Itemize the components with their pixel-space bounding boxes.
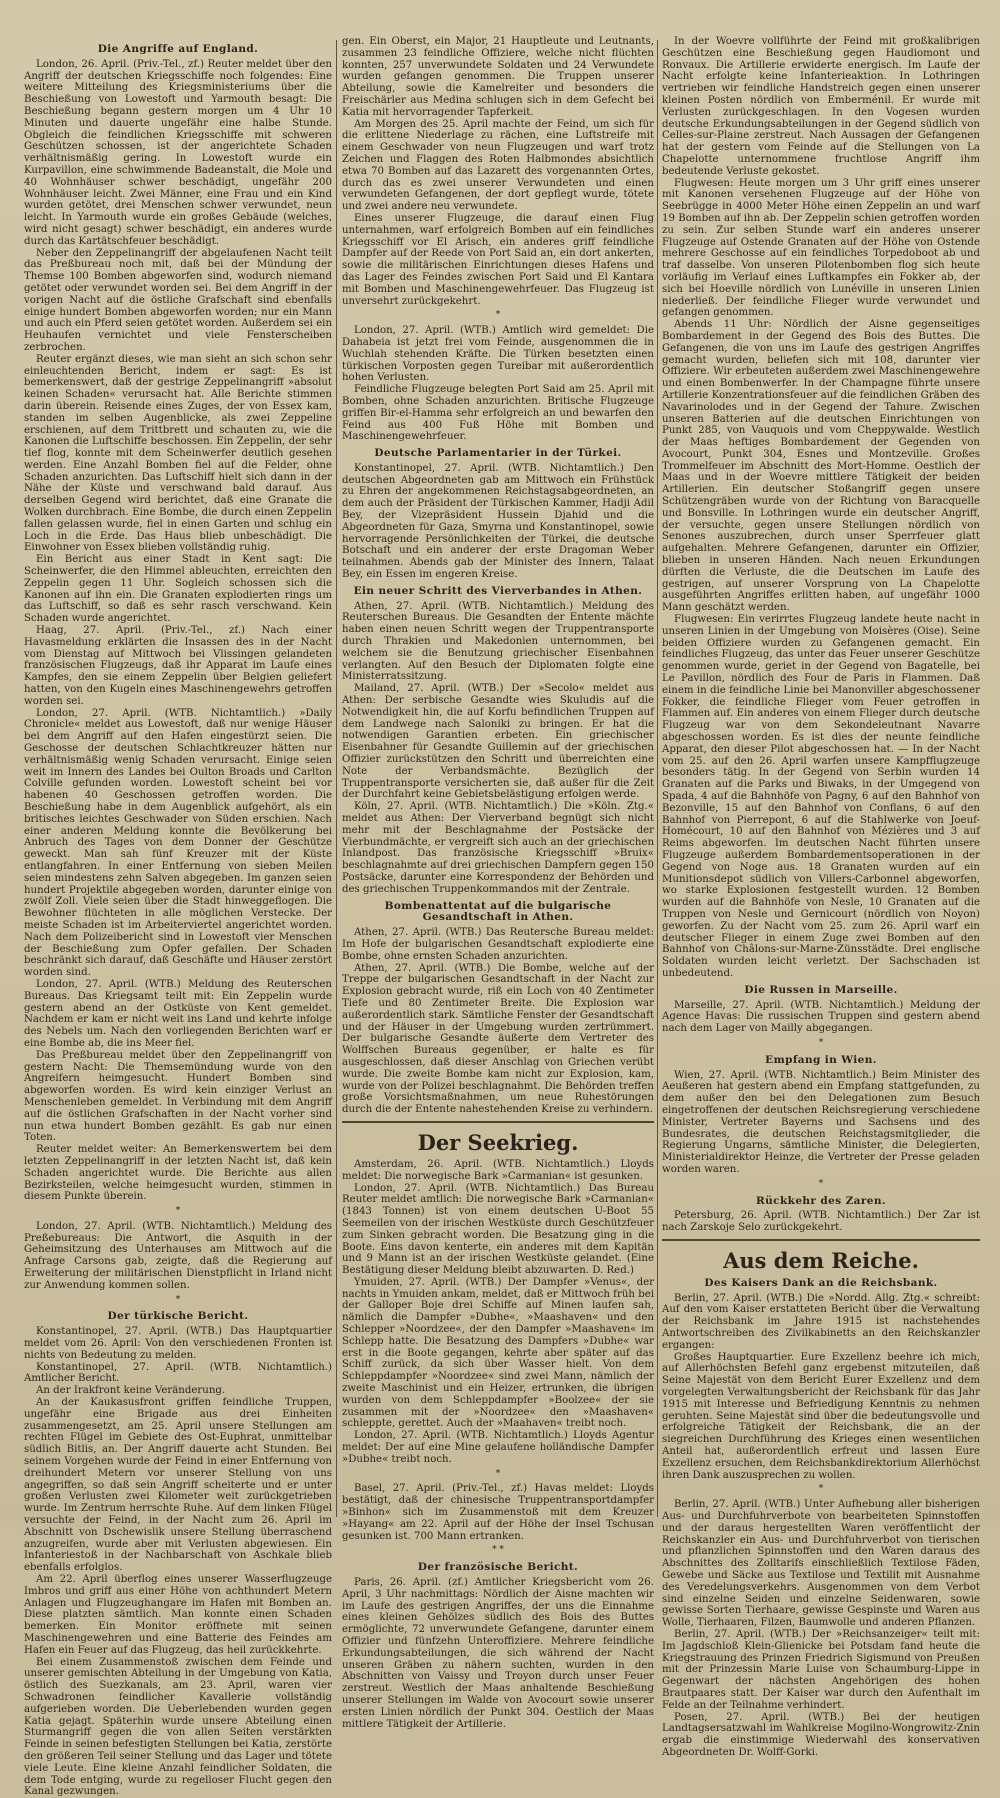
article-paragraph: Reuter meldet weiter: An Bemerkenswertem bei dem letzten Zeppelinangriff in der letzten Nacht ist, daß kein Schaden angerichtet wurde. Die Berichte aus allen Bezirksteilen, welche heimgesucht wurden, stimmen in diesem Punkte überein. [24,1144,332,1203]
article-paragraph: Abends 11 Uhr: Nördlich der Aisne gegenseitiges Bombardement in der Gegend des Bois des Buttes. Die Gefangenen, die von uns im Laufe des gestrigen Angriffes gemacht wurden, beliefen sich mit 108, darunter vier Offiziere. Wir erbeuteten außerdem zwei Maschinengewehre und einen Bombenwerfer. In der Champagne führte unsere Artillerie Konzentrationsfeuer auf die feindlichen Gräben des Navarinolodes und in der Gegend der Tahure. Zwischen unseren Batterien auf die deutschen Einrichtungen von Punkt 285, von Vauquois und vom Cheppywalde. Westlich der Maas heftiges Bombardement der Gegenden von Avocourt, Punkt 304, Esnes und Montzeville. Großes Trommelfeuer im Abschnitt des Mort-Homme. Oestlich der Maas und in der Woevre mittlere Tätigkeit der beiden Artillerien. Ein deutscher Stoßangriff gegen unsere Schützengräben wurde von der Richtung von Baracquelle und Bonsville. In Lothringen wurde ein deutscher Angriff, der versuchte, gegen unsere Stellungen nördlich von Senones auszubrechen, durch unser Sperrfeuer glatt aufgehalten. Mehrere Gefangenen, darunter ein Offizier, blieben in unseren Händen. Nach neuen Erkundungen dürften die Verluste, die die Deutschen im Laufe des gestrigen, auf unserer Vorsprung von La Chapelotte ausgeführten Angriffes erlitten haben, auf ungefähr 1000 Mann geschätzt werden. [662,319,980,614]
article-paragraph: London, 27. April. (WTB. Nichtamtlich.) Lloyds Agentur meldet: Der auf eine Mine gelaufene holländische Dampfer »Dubhe« treibt noch. [342,1430,654,1465]
article-paragraph: Konstantinopel, 27. April. (WTB. Nichtamtlich.) Den deutschen Abgeordneten gab am Mittwoch ein Frühstück zu Ehren der angekommenen Reichstagsabgeordneten, an dem auch der Präsident der Türkischen Kammer, Hadji Adil Bey, der Vizepräsident Hussein Djahid und die Abgeordneten für Gaza, Smyrna und Konstantinopel, sowie hervorragende Persönlichkeiten der Türkei, die deutsche Botschaft und ein anderer der erste Dragoman Weber teilnahmen. Abends gab der Minister des Innern, Talaat Bey, ein Essen im engeren Kreise. [342,462,654,581]
separator-star: * [495,310,501,321]
article-paragraph: Köln, 27. April. (WTB. Nichtamtlich.) Die »Köln. Ztg.« meldet aus Athen: Der Vierverband begnügt sich nicht mehr mit der Beschlagnahme der Postsäcke der Vierbundmächte, er vergreift sich auch an der griechischen Inlandpost. Das französische Kriegsschiff »Bruix« beschlagnahmte auf drei griechischen Dampfern gegen 150 Postsäcke, darunter eine Korrespondenz der Behörden und des griechischen Truppenkommandos mit der Zentrale. [342,801,654,895]
headline-kaisers-dank: Des Kaisers Dank an die Reichsbank. [704,1276,938,1289]
article-paragraph: Reuter ergänzt dieses, wie man sieht an sich schon sehr einleuchtenden Bericht, indem er sagt: Es ist bemerkenswert, daß der gestrige Zeppelinangriff »absolut keinen Schaden« verursacht hat. Alle Berichte stimmen darin überein. Reisende eines Zuges, der von Essex kam, standen im selben Augenblicke, als zwei Zeppeline erschienen, auf dem Trittbrett und schauten zu, wie die Kanonen die Luftschiffe beschossen. Ein Zeppelin, der sehr tief flog, konnte mit dem Scheinwerfer deutlich gesehen werden. Eine Anzahl Bomben fiel auf die Felder, ohne Schaden anzurichten. Das Luftschiff hielt sich dann in der Nähe der Küste und verschwand bald darauf. Aus derselben Gegend wird berichtet, daß eine Granate die Wolken durchbrach. Eine Bombe, die durch einen Zeppelin fallen gelassen wurde, fiel in einen Garten und schlug ein Loch in die Erde. Das Haus blieb unbeschädigt. Die Einwohner von Essex blieben vollständig ruhig. [24,353,332,554]
article-paragraph: London, 27. April. (WTB.) Meldung des Reuterschen Bureaus. Das Kriegsamt teilt mit: Ein Zeppelin wurde gestern abend an der Ostküste von Kent gemeldet. Nachdem er kam er nicht weit ins Land und kehrte infolge des Nebels um. Nach den vorliegenden Berichten warf er eine Bombe ab, die ins Meer fiel. [24,978,332,1049]
separator-star: * [818,1178,824,1189]
article-paragraph: London, 26. April. (Priv.-Tel., zf.) Reuter meldet über den Angriff der deutschen Kriegsschiffe noch folgendes: Eine weitere Mitteilung des Kriegsministeriums über die Beschießung von Lowestoft und Yarmouth besagt: Die Beschießung begann gestern morgen um 4 Uhr 10 Minuten und dauerte ungefähr eine halbe Stunde. Obgleich die feindlichen Kriegsschiffe mit schweren Geschützen schossen, ist der angerichtete Schaden verhältnismäßig gering. In Lowestoft wurde ein Kurpavillon, eine schwimmende Badeanstalt, die Mole und 40 Wohnhäuser schwer beschädigt, ungefähr 200 Wohnhäuser leicht. Zwei Männer, eine Frau und ein Kind wurden getötet, drei Menschen schwer verwundet, neun leicht. In Yarmouth wurde ein großes Gebäude (welches, wird nicht gesagt) schwer beschädigt, ein anderes wurde durch das Kartätschfeuer beschädigt. [24,58,332,247]
article-paragraph: Am 22. April überflog eines unserer Wasserflugzeuge Imbros und griff aus einer Höhe von achthundert Metern Anlagen und Flugzeughangare im Hafen mit Bomben an. Diese platzten sämtlich. Man konnte einen Schaden bemerken. Ein Monitor eröffnete mit seinen Maschinengewehren und eine Batterie des Feindes am Hafen ein Feuer auf das Flugzeug, das heil zurückkehrte. [24,1574,332,1656]
article-paragraph: Am Morgen des 25. April machte der Feind, um sich für die erlittene Niederlage zu rächen, eine Luftstreife mit einem Geschwader von neun Flugzeugen und warf trotz Zeichen und Flaggen des Roten Halbmondes absichtlich etwa 70 Bomben auf das Lazarett des vorgenannten Ortes, durch das es zwei unserer Verwundeten und einen verwundeten Gefangenen, der dort gepflegt wurde, tötete und zwei andere neu verwundete. [342,118,654,213]
article-paragraph: Flugwesen: Heute morgen um 3 Uhr griff eines unserer mit Kanonen versehenen Flugzeuge auf der Höhe von Seebrügge in 4000 Meter Höhe einen Zeppelin an und warf 19 Bomben auf ihn ab. Der Zeppelin schien getroffen worden zu sein. Zur selben Stunde warf ein anderes unserer Flugzeuge auf Ostende Granaten auf der Höhe von Ostende mehrere Geschosse auf ein feindliches Torpedoboot ab und traf dasselbe. Von unseren Pilotenbomben flog sich heute vorläufig im Verlauf eines Luftkampfes ein Fokker ab, der sich bei Hoeville nördlich von Lunéville in unseren Linien niederließ. Der feindliche Flieger wurde verwundet und gefangen genommen. [662,177,980,319]
article-paragraph: Berlin, 27. April. (WTB.) Der »Reichsanzeiger« teilt mit: Im Jagdschloß Klein-Glienicke bei Potsdam fand heute die Kriegstrauung des Prinzen Friedrich Sigismund von Preußen mit der Prinzessin Marie Luise von Schaumburg-Lippe in Gegenwart der nächsten Angehörigen des hohen Brautpaares statt. Der Kaiser war durch den Aufenthalt im Felde an der Teilnahme verhindert. [662,1629,980,1711]
article-paragraph: Neber den Zeppelinangriff der abgelaufenen Nacht teilt das Preßbureau noch mit, daß bei der Mündung der Themse 100 Bomben abgeworfen sind, wodurch niemand getötet oder verwundet worden sei. Bei dem Angriff in der vorigen Nacht auf die östliche Grafschaft sind ebenfalls einige hundert Bomben abgeworfen worden; nur ein Mann und auch ein Pferd seien getötet worden. Außerdem sei ein Heuhaufen vernichtet und viele Fensterscheiben zerbrochen. [24,247,332,353]
section-divider [662,1239,980,1241]
separator-star: * [818,1037,824,1048]
article-paragraph: Bei einem Zusammenstoß zwischen dem Feinde und unserer gemischten Abteilung in der Umgebung von Katia, östlich des Suezkanals, am 23. April, waren vier Schwadronen feindlicher Kavallerie vollständig aufgerieben worden. Die Ueberlebenden wurden gegen Katia gejagt. Späterhin wurde unsere Abteilung einen Sturmangriff gegen die von allen Seiten verstärkten Feinde in seinen befestigten Stellungen bei Katia, zerstörte den größeren Teil seiner Stellung und das Lager und tötete viele Leute. Eine kleine Anzahl feindlicher Soldaten, die dem Tode entging, wurde zu regelloser Flucht gegen den Kanal gezwungen. [24,1656,332,1798]
article-paragraph: Athen, 27. April. (WTB.) Die Bombe, welche auf der Treppe der bulgarischen Gesandtschaft in der Nacht zur Explosion gebracht wurde, riß ein Loch von 40 Zentimeter Tiefe und 80 Zentimeter Breite. Die Explosion war außerordentlich stark. Sämtliche Fenster der Gesandtschaft und der Häuser in der Umgebung wurden zertrümmert. Der bulgarische Gesandte äußerte dem Vertreter des Wolffschen Bureaus gegenüber, er halte es für ausgeschlossen, daß dieser Anschlag von Griechen verübt wurde. Die zweite Bombe kam nicht zur Explosion, kam, wurde von der Polizei beschlagnahmt. Die Behörden treffen große Vorsichtsmaßnahmen, um neue Ruhestörungen durch die der Entente nahestehenden Kreise zu verhindern. [342,962,654,1116]
article-paragraph: London, 27. April. (WTB. Nichtamtlich.) »Daily Chronicle« meldet aus Lowestoft, daß nur wenige Häuser bei dem Angriff auf den Hafen eingestürzt seien. Die Geschosse der deutschen Schlachtkreuzer hätten nur verhältnismäßig wenig Schaden verursacht. Einige seien weit im Innern des Landes bei Oulton Broads und Carlton Colville gefunden worden. Lowestoft scheint bei vor habenen 40 Geschossen getroffen worden. Die Beschießung habe in dem Augenblick aufgehört, als ein britisches leichtes Geschwader von Süden erschien. Nach einer anderen Meldung konnte die Bevölkerung bei Anbruch des Tages von dem Donner der Geschütze geweckt. Man sah fünf Kreuzer mit der Küste entlangfahren. In einer Entfernung von sieben Meilen seien mindestens zehn Salven abgegeben. Im ganzen seien hundert Projektile abgegeben worden, darunter einige von zwölf Zoll. Viele seien über die Stadt hinweggeflogen. Die Bewohner flüchteten in alle möglichen Verstecke. Der meiste Schaden ist im Arbeiterviertel angerichtet worden. Nach dem Polizeibericht sind in Lowestoft vier Menschen der Beschießung zum Opfer gefallen. Der Schaden beschränkt sich darauf, daß Geschäfte und Häuser zerstört worden sind. [24,707,332,979]
headline-aus-dem-reiche: Aus dem Reiche. [723,1247,919,1273]
article-paragraph: London, 27. April. (WTB. Nichtamtlich.) Meldung des Preßebureaus: Die Antwort, die Asquith in der Geheimsitzung des Unterhauses am Mittwoch auf die Anfrage Carsons gab, zeigte, daß die Regierung auf Erweiterung der militärischen Dienstpflicht in Irland nicht zur Anwendung kommen sollen. [24,1220,332,1291]
separator-star: * [495,1468,501,1479]
article-paragraph: London, 27. April. (WTB.) Amtlich wird gemeldet: Die Dahabeia ist jetzt frei vom Feinde, ausgenommen die in Wuchlah stehenden Kräfte. Die Türken besetzten einen türkischen Vorposten gegen Tureibar mit außerordentlich hohen Verlusten. [342,325,654,384]
article-paragraph: Athen, 27. April. (WTB. Nichtamtlich.) Meldung des Reuterschen Bureaus. Die Gesandten der Entente mächte haben einen neuen Schritt wegen der Truppentransporte durch Thrakien und Makedonien unternommen, bei welchem sie die Benutzung griechischer Eisenbahnen verlangten. Auf den Besuch der Diplomaten folgte eine Ministerratssitzung. [342,600,654,683]
headline-seekrieg: Der Seekrieg. [417,1129,579,1155]
article-paragraph: Petersburg, 26. April. (WTB. Nichtamtlich.) Der Zar ist nach Zarskoje Selo zurückgekehrt. [662,1210,980,1234]
article-paragraph: Ymuiden, 27. April. (WTB.) Der Dampfer »Venus«, der nachts in Ymuiden ankam, meldet, daß er Mittwoch früh bei der Galloper Boje drei Schiffe auf Minen laufen sah, nämlich die Dampfer »Dubhe«, »Maashaven« und den Schlepper »Noordzee«, der den Dampfer »Maashaven« im Schlepp hatte. Die Besatzung des Dampfers »Dubhe« war erst in die Boote gegangen, kehrte aber später auf das Schiff zurück, da sich über Wasser hielt. Von dem Schleppdampfer »Noordzee« sind zwei Mann, nämlich der zweite Maschinist und ein Heizer, ertrunken, die übrigen wurden von dem Schleppdampfer »Boolzee« der sie zusammen mit der »Noordzee« den »Maashaven« schleppte, gerettet. Auch der »Maahaven« treibt noch. [342,1276,654,1430]
headline-rueckkehr-zaren: Rückkehr des Zaren. [756,1194,886,1207]
separator-star: * [818,1484,824,1495]
article-paragraph: Paris, 26. April. (zf.) Amtlicher Kriegsbericht vom 26. April, 3 Uhr nachmittags: Nördlich der Aisne machten wir im Laufe des gestrigen Angriffes, der uns die Einnahme eines kleinen Gehölzes südlich des Bois des Buttes ermöglichte, 72 unverwundete Gefangene, darunter einem Offizier und fünfzehn Unteroffiziere. Mehrere feindliche Erkundungsabteilungen, die sich während der Nacht unseren Gräben zu nähern suchten, wurden in den Abschnitten von Vaissy und Troyon durch unser Feuer zerstreut. Westlich der Maas anhaltende Beschießung unserer Stellungen im Walde von Avocourt sowie unserer ersten Linien nördlich der Punkt 304. Oestlich der Maas mittlere Tätigkeit der Artillerie. [342,1577,654,1730]
article-paragraph: Feindliche Flugzeuge belegten Port Said am 25. April mit Bomben, ohne Schaden anzurichten. Britische Flugzeuge griffen Bir-el-Hamma sehr erfolgreich an und bewarfen den Feind aus 400 Fuß Höhe mit Bomben und Maschinengewehrfeuer. [342,384,654,443]
article-paragraph: Großes Hauptquartier. Eure Exzellenz beehre ich mich, auf Allerhöchsten Befehl ganz ergebenst mitzuteilen, daß Seine Majestät von dem Bericht Eurer Exzellenz und dem vorgelegten Verwaltungsbericht der Reichsbank für das Jahr 1915 mit Interesse und Befriedigung Kenntnis zu nehmen geruhten. Seine Majestät sind über die bedeutungsvolle und erfolgreiche Tätigkeit der Reichsbank, die an der siegreichen Durchführung des Krieges einen wesentlichen Anteil hat, außerordentlich erfreut und lassen Eure Exzellenz ersuchen, dem Reichsbankdirektorium Allerhöchst ihren Dank auszusprechen zu wollen. [662,1351,980,1481]
article-paragraph: Posen, 27. April. (WTB.) Bei der heutigen Landtagsersatzwahl im Wahlkreise Mogilno-Wongrowitz-Znin ergab die einstimmige Wiederwahl des konservativen Abgeordneten Dr. Wolff-Gorki. [662,1711,980,1758]
headline-franzoesischer-bericht: Der französische Bericht. [417,1561,579,1574]
article-paragraph: gen. Ein Oberst, ein Major, 21 Hauptleute und Leutnants, zusammen 23 feindliche Offiziere, welche nicht flüchten konnten, 257 unverwundete Soldaten und 24 Verwundete wurden gefangen genommen. Die Truppen unserer Abteilung, sowie die Kamelreiter und besonders die Freischärler aus Medina schlugen sich in dem Gefecht bei Katia mit hervorragender Tapferkeit. [342,36,654,118]
article-paragraph: Marseille, 27. April. (WTB. Nichtamtlich.) Meldung der Agence Havas: Die russischen Truppen sind gestern abend nach dem Lager von Mailly abgegangen. [662,999,980,1035]
column-rule [336,40,337,1517]
headline-empfang-wien: Empfang in Wien. [765,1053,877,1066]
article-paragraph: Berlin, 27. April. (WTB.) Die »Nordd. Allg. Ztg.« schreibt: Auf den vom Kaiser erstatteten Bericht über die Verwaltung der Reichsbank im Jahre 1915 ist nachstehendes Antwortschreiben des Zivilkabinetts an den Reichskanzler ergangen: [662,1292,980,1351]
separator-star: * * [492,1545,504,1556]
headline-parlamentarier-tuerkei: Deutsche Parlamentarier in der Türkei. [374,447,622,460]
headline-tuerkischer-bericht: Der türkische Bericht. [107,1310,249,1323]
article-paragraph: Das Preßbureau meldet über den Zeppelinangriff von gestern Nacht: Die Themsemündung wurde von den Angreifern heimgesucht. Hundert Bomben sind abgeworfen worden. Es wird kein einziger Verlust an Menschenleben gemeldet. In Verbindung mit dem Angriff auf die östlichen Grafschaften in der Nacht vorher sind nun etwa hundert Bomben gezählt. Es gab nur einen Toten. [24,1049,332,1144]
article-paragraph: Konstantinopel, 27. April. (WTB.) Das Hauptquartier meldet vom 26. April: Von den verschiedenen Fronten ist nichts von Bedeutung zu melden. [24,1326,332,1361]
article-paragraph: Wien, 27. April. (WTB. Nichtamtlich.) Beim Minister des Aeußeren hat gestern abend ein Empfang stattgefunden, zu dem außer den bei den Delegationen zum Besuch eingetroffenen der deutschen Reichsregierung verschiedene Minister, Vertreter Bayerns und Sachsens und des Bundesrates, die deutschen Reichstagsmitglieder, die Regierung Ungarns, sämtliche Minister, die Delegierten, Ministerialdirektor Heinze, die Vertreter der Presse geladen worden waren. [662,1069,980,1175]
headline-bombenattentat: Bombenattentat auf die bulgarische Gesandtschaft in Athen. [384,899,612,924]
article-paragraph: London, 27. April. (WTB. Nichtamtlich.) Das Bureau Reuter meldet amtlich: Die norwegische Bark »Carmanian« (1843 Tonnen) ist von einem deutschen U-Boot 55 Seemeilen von der irischen Westküste durch Geschützfeuer zum Sinken gebracht worden. Die Besatzung ging in die Boote. Eins davon kenterte, ein anderes mit dem Kapitän und 9 Mann ist an der irischen Westküste gelandet. (Eine Bestätigung dieser Meldung bleibt abzuwarten. D. Red.) [342,1182,654,1277]
article-paragraph: Haag, 27. April. (Priv.-Tel., zf.) Nach einer Havasmeldung erklärten die Insassen des in der Nacht vom Dienstag auf Mittwoch bei Vlissingen gelandeten französischen Flugzeugs, daß ihr Apparat im Laufe eines Kampfes, den sie einem Zeppelin über Belgien geliefert hatten, von den Kugeln eines Maschinengewehrs getroffen worden sei. [24,625,332,707]
article-paragraph: An der Kaukasusfront griffen feindliche Truppen, ungefähr eine Brigade aus drei Einheiten zusammengesetzt, am 25. April unsere Stellungen am rechten Flügel im Gebiete des Ost-Euphrat, unmittelbar südlich Bitlis, an. Der Angriff dauerte acht Stunden. Bei seinem Vorgehen wurde der Feind in einer Entfernung von dreihundert Metern vor unserer Stellung von uns angegriffen, so daß sein Angriff scheiterte und er unter großen Verlusten zwei Kilometer weit zurückgetrieben wurde. Im Zentrum herrschte Ruhe. Auf dem linken Flügel versuchte der Feind, in der Nacht zum 26. April im Abschnitt von Dschewislik unsere Stellung überraschend anzugreifen, wurde aber mit Verlusten abgewiesen. Ein Infanteriestoß in der Nachbarschaft von Aschkale blieb ebenfalls erfolglos. [24,1397,332,1574]
article-paragraph: Konstantinopel, 27. April. (WTB. Nichtamtlich.) Amtlicher Bericht. [24,1361,332,1385]
column-left [24,36,332,1798]
separator-star: * [175,1206,181,1217]
headline-vierverband-athen: Ein neuer Schritt des Vierverbandes in Athen. [353,584,643,597]
article-paragraph: Amsterdam, 26. April. (WTB. Nichtamtlich.) Lloyds meldet: Die norwegische Bark »Carmanian« ist gesunken. [342,1158,654,1182]
article-paragraph: Mailand, 27. April. (WTB.) Der »Secolo« meldet aus Athen: Der serbische Gesandte wies Skuludis auf die Notwendigkeit hin, die auf Korfu befindlichen Truppen auf dem Landwege nach Saloniki zu bringen. Er hat die notwendigen Garantien erbeten. Ein griechischer Eisenbahner für Gesandte Guillemin auf der griechischen Offizier zurückstützen den Schritt und überreichten eine Note der Verbandsmächte. Bezüglich der Truppentransporte versicherten sie, daß außer für die Zeit der Durchfahrt keine Gebietsbelästigung erfolgen werde. [342,683,654,801]
article-paragraph: Basel, 27. April. (Priv.-Tel., zf.) Havas meldet: Lloyds bestätigt, daß der chinesische Truppentransportdampfer »Binhon« sich im Zusammenstoß mit dem Kreuzer »Hayang« am 22. April auf der Höhe der Insel Tschusan gesunken ist. 700 Mann ertranken. [342,1483,654,1542]
section-divider [342,1121,654,1123]
article-paragraph: An der Irakfront keine Veränderung. [36,1385,226,1397]
column-rule [657,40,658,1517]
column-middle [342,36,654,1730]
headline-russen-marseille: Die Russen in Marseille. [744,983,898,996]
article-paragraph: Ein Bericht aus einer Stadt in Kent sagt: Die Scheinwerfer, die den Himmel ableuchten, erreichten den Zeppelin gegen 11 Uhr. Sogleich schossen sich die Kanonen auf ihn ein. Die Granaten explodierten rings um das Luftschiff, so daß es sehr rasch verschwand. Kein Schaden wurde angerichtet. [24,554,332,625]
separator-star: * [175,1294,181,1305]
column-right [662,36,980,1758]
article-paragraph: Eines unserer Flugzeuge, die darauf einen Flug unternahmen, warf erfolgreich Bomben auf ein feindliches Kriegsschiff vor El Arisch, ein anderes griff feindliche Dampfer auf der Reede von Port Said an, ein dort ankerten, sowie die militärischen Einrichtungen dieses Hafens und das Lager des Feindes zwischen Port Said und El Kantara mit Bomben und Maschinengewehrfeuer. Das Flugzeug ist unversehrt zurückgekehrt. [342,212,654,307]
article-paragraph: Berlin, 27. April. (WTB.) Unter Aufhebung aller bisherigen Aus- und Durchfuhrverbote von bearbeiteten Spinnstoffen und der daraus hergestellten Waren veröffentlicht der Reichskanzler ein Aus- und Durchfuhrverbot von tierischen und pflanzlichen Spinnstoffen und den Waren daraus des Abschnittes des Zolltarifs einschließlich Textilose Fäden, Gewebe und Säcke aus Textilose und Textilit mit Ausnahme des Veredelungsverkehrs. Ausgenommen von dem Verbot sind einzelne Seiden und einzelne Seidenwaren, sowie gewisse Sorten Tierhaare, gewisse Gespinste und Waren aus Wolle, Tierhaaren, Filzen, Baumwolle und anderen Pflanzen. [662,1499,980,1629]
article-paragraph: Flugwesen: Ein verirrtes Flugzeug landete heute nacht in unseren Linien in der Umgebung von Moisères (Oise). Seine beiden Offiziere wurden zu Gefangenen gemacht. Ein feindliches Flugzeug, das unter das Feuer unserer Geschütze genommen wurde, geriet in der Gegend von Bagatelle, bei Le Pavillon, nördlich des Four de Paris in Flammen. Daß einem in die feindliche Linie bei Manonviller abgeschossener Fokker, die feindliche Flieger vom Feuer getroffen in Flammen auf. Ein anderes von einem Flieger durch deutsche Flugzeug war von dem Sekondeleutnant Navarre abgeschossen worden. Es ist dies der neunte feindliche Apparat, den dieser Pilot abgeschossen hat. — In der Nacht vom 25. auf den 26. April warfen unsere Kampfflugzeuge besonders tätig. In der Gegend von Serbin wurden 14 Granaten auf die Parks und Biwaks, in der Umgegend von Spada, 4 auf die Bahnhöfe von Pagny, 6 auf den Bahnhof von Bezonville, 15 auf den Bahnhof von Conflans, 6 auf den Bahnhof von Pierrepont, 6 auf die Stahlwerke von Joeuf-Homécourt, 10 auf den Bahnhof von Mézières und 3 auf Reims abgeworfen. Im deutschen Nacht führten unsere Flugzeuge außerdem Bombardementsoperationen in der Gegend von Noge aus. 18 Granaten wurden auf ein Munitionsdepot südlich von Villers-Carbonnel abgeworfen, wo starke Explosionen festgestellt wurden. 12 Bomben wurden auf die Bahnhöfe von Nesle, 10 Granaten auf die Truppen von Nesle und Gernicourt (nördlich von Noyon) geworfen. Zu der Nacht vom 25. zum 26. April warf ein deutscher Flieger in einem Zuge zwei Bomben auf den Bahnhof von Châlons-sur-Marne-Zünsstädte. Drei englische Soldaten wurden leicht verletzt. Der Sachschaden ist unbedeutend. [662,614,980,979]
article-paragraph: In der Woevre vollführte der Feind mit großkalibrigen Geschützen eine Beschießung gegen Haudiomont und Ronvaux. Die Artillerie erwiderte energisch. Im Laufe der Nacht erfolgte keine Infanterieaktion. In Lothringen vertrieben wir feindliche Handstreich gegen einen unserer kleinen Posten nördlich von Emberménil. Er wurde mit Verlusten zurückgeschlagen. In den Vogesen wurden deutsche Erkundungsabteilungen in der Gegend südlich von Celles-sur-Plaine zerstreut. Nach Aussagen der Gefangenen hat der gestern vom Feinde auf die Stellungen von La Chapelotte unternommene fruchtlose Angriff ihm bedeutende Verluste gekostet. [662,36,980,177]
headline-angriffe-england: Die Angriffe auf England. [97,43,259,55]
article-paragraph: Athen, 27. April. (WTB.) Das Reutersche Bureau meldet: Im Hofe der bulgarischen Gesandtschaft explodierte eine Bombe, ohne ernsten Schaden anzurichten. [342,927,654,962]
